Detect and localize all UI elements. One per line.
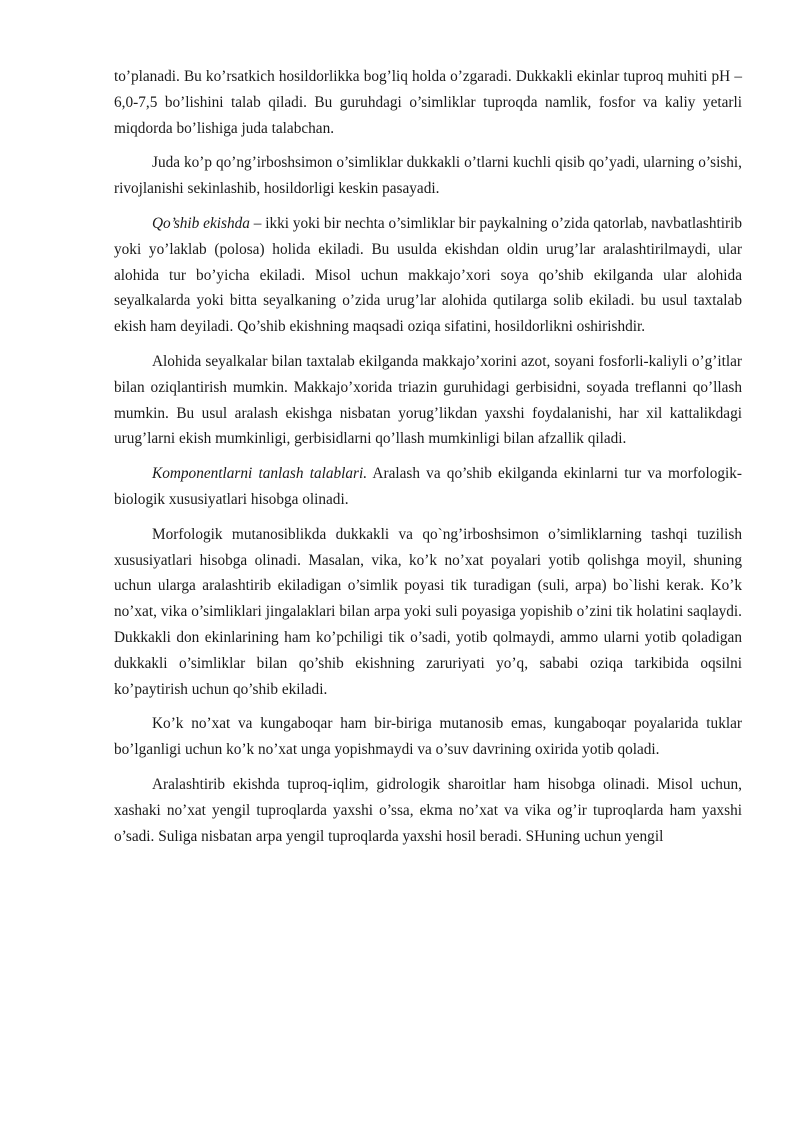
paragraph-5 [114, 461, 742, 513]
paragraph-6-text: Morfologik mutanosiblikda dukkakli va qo`ng’irboshsimon o’simliklarning tashqi tuzilish xususiyatlari hisobga olinadi. Masalan, vika, ko’k no’xat poyalari yotib qolishga moyil, shuning uchun ularga aralashtirib ekiladigan o’simlik poyasi tik turadigan (suli, arpa) bo`lishi kerak. Ko’k no’xat, vika o’simliklari jingalaklari bilan arpa yoki suli poyasiga yopishib o’zini tik holatini saqlaydi. Dukkakli don ekinlarining ham ko’pchiligi tik o’sadi, yotib qolmaydi, ammo ularni yotib qoladigan dukkakli o’simliklar bilan qo’shib ekishning zaruriyati yo’q, sababi oziqa tarkibida oqsilni ko’paytirish uchun qo’shib ekiladi. [114, 525, 742, 698]
paragraph-4-text: Alohida seyalkalar bilan taxtalab ekilganda makkajo’xorini azot, soyani fosforli-kaliyli o’g’itlar bilan oziqlantirish mumkin. Makkajo’xorida triazin guruhidagi gerbisidni, soyada treflanni qo’llash mumkin. Bu usul aralash ekishga nisbatan yorug’likdan yaxshi foydalanishi, har xil kattalikdagi urug’larni ekish mumkinligi, gerbisidlarni qo’llash mumkinligi bilan afzallik qiladi. [114, 352, 742, 448]
paragraph-6 [114, 522, 742, 703]
paragraph-5-lead: Komponentlarni tanlash talablari. [152, 465, 368, 483]
paragraph-4 [114, 349, 742, 452]
paragraph-1 [114, 64, 742, 141]
document-page [114, 64, 742, 858]
paragraph-3-text: – ikki yoki bir nechta o’simliklar bir paykalning o’zida qatorlab, navbatlashtirib yoki yo’laklab (polosa) holida ekiladi. Bu usulda ekishdan oldin urug’lar aralashtirilmaydi, ular alohida tur bo’yicha ekiladi. Misol uchun makkajo’xori soya qo’shib ekilganda ular alohida seyalkalarda yoki bitta seyalkaning o’zida urug’lar alohida qutilarga solib ekiladi. bu usul taxtalab ekish ham deyiladi. Qo’shib ekishning maqsadi oziqa sifatini, hosildorlikni oshirishdir. [114, 214, 742, 336]
paragraph-7-text: Ko’k no’xat va kungaboqar ham bir-biriga mutanosib emas, kungaboqar poyalarida tuklar bo’lganligi uchun ko’k no’xat unga yopishmaydi va o’suv davrining oxirida yotib qoladi. [114, 715, 742, 759]
paragraph-5-text: Aralash va qo’shib ekilganda ekinlarni tur va morfologik-biologik xususiyatlari hisobga olinadi. [114, 465, 742, 508]
paragraph-8-text: Aralashtirib ekishda tuproq-iqlim, gidrologik sharoitlar ham hisobga olinadi. Misol uchun, xashaki no’xat yengil tuproqlarda yaxshi o’ssa, ekma no’xat va vika og’ir tuproqlarda ham yaxshi o’sadi. Suliga nisbatan arpa yengil tuproqlarda yaxshi hosil beradi. SHuning uchun yengil [114, 775, 742, 845]
paragraph-1-text: to’planadi. Bu ko’rsatkich hosildorlikka bog’liq holda o’zgaradi. Dukkakli ekinlar tuproq muhiti pH – 6,0-7,5 bo’lishini talab qiladi. Bu guruhdagi o’simliklar tuproqda namlik, fosfor va kaliy yetarli miqdorda bo’lishiga juda talabchan. [114, 68, 742, 137]
paragraph-2-text: Juda ko’p qo’ng’irboshsimon o’simliklar dukkakli o’tlarni kuchli qisib qo’yadi, ularning o’sishi, rivojlanishi sekinlashib, hosildorligi keskin pasayadi. [114, 154, 742, 198]
paragraph-3-lead: Qo’shib ekishda [152, 214, 250, 232]
paragraph-2 [114, 150, 742, 202]
paragraph-8 [114, 772, 742, 849]
paragraph-3 [114, 211, 742, 340]
paragraph-7 [114, 711, 742, 763]
